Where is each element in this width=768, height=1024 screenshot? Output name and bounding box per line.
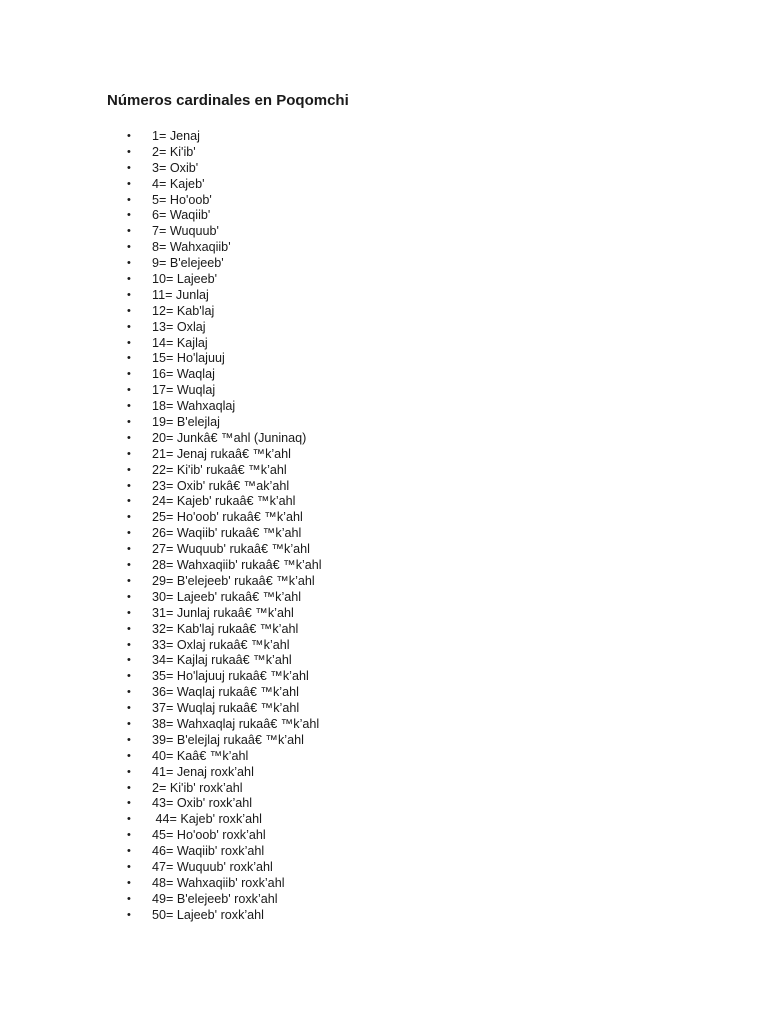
bullet-icon: • xyxy=(127,813,131,826)
list-item-text: 46= Waqiib' roxk’ahl xyxy=(152,844,265,859)
list-item-text: 50= Lajeeb' roxk’ahl xyxy=(152,907,264,922)
list-item-text: 7= Wuquub' xyxy=(152,224,219,239)
bullet-icon: • xyxy=(127,845,131,858)
list-item-text: 29= B'elejeeb' rukaâ€ ™k’ahl xyxy=(152,573,315,588)
bullet-icon: • xyxy=(127,574,131,587)
list-item-text: 43= Oxib' roxk’ahl xyxy=(152,796,253,811)
bullet-icon: • xyxy=(127,511,131,524)
bullet-icon: • xyxy=(127,797,131,810)
list-item-text: 13= Oxlaj xyxy=(152,319,206,334)
bullet-icon: • xyxy=(127,431,131,444)
list-item-text: 5= Ho'oob' xyxy=(152,192,212,207)
list-item-text: 22= Ki'ib' rukaâ€ ™k’ahl xyxy=(152,462,287,477)
bullet-icon: • xyxy=(127,638,131,651)
bullet-icon: • xyxy=(127,241,131,254)
list-item-text: 2= Ki'ib' xyxy=(152,144,196,159)
bullet-icon: • xyxy=(127,908,131,921)
list-item-text: 4= Kajeb' xyxy=(152,176,205,191)
bullet-icon: • xyxy=(127,352,131,365)
list-item-text: 30= Lajeeb' rukaâ€ ™k’ahl xyxy=(152,589,302,604)
bullet-icon: • xyxy=(127,336,131,349)
bullet-icon: • xyxy=(127,590,131,603)
list-item-text: 45= Ho'oob' roxk’ahl xyxy=(152,828,266,843)
list-item-text: 24= Kajeb' rukaâ€ ™k’ahl xyxy=(152,494,296,509)
bullet-icon: • xyxy=(127,273,131,286)
bullet-icon: • xyxy=(127,749,131,762)
bullet-icon: • xyxy=(127,717,131,730)
list-item-text: 8= Wahxaqiib' xyxy=(152,240,231,255)
bullet-icon: • xyxy=(127,670,131,683)
bullet-icon: • xyxy=(127,654,131,667)
bullet-icon: • xyxy=(127,892,131,905)
list-item-text: 26= Waqiib' rukaâ€ ™k’ahl xyxy=(152,526,302,541)
list-item-text: 28= Wahxaqiib' rukaâ€ ™k’ahl xyxy=(152,558,322,573)
bullet-icon: • xyxy=(127,733,131,746)
bullet-icon: • xyxy=(127,829,131,842)
list-item-text: 31= Junlaj rukaâ€ ™k’ahl xyxy=(152,605,294,620)
list-item-text: 6= Waqiib' xyxy=(152,208,211,223)
list-item-text: 49= B'elejeeb' roxk’ahl xyxy=(152,891,278,906)
list-item-text: 41= Jenaj roxk’ahl xyxy=(152,764,254,779)
list-item-text: 3= Oxib' xyxy=(152,160,199,175)
list-item-text: 23= Oxib' rukâ€ ™ak’ahl xyxy=(152,478,290,493)
list-item-text: 35= Ho'lajuuj rukaâ€ ™k’ahl xyxy=(152,669,309,684)
bullet-icon: • xyxy=(127,320,131,333)
list-item-text: 18= Wahxaqlaj xyxy=(152,399,236,414)
bullet-icon: • xyxy=(127,145,131,158)
list-item-text: 15= Ho'lajuuj xyxy=(152,351,225,366)
bullet-icon: • xyxy=(127,765,131,778)
bullet-icon: • xyxy=(127,860,131,873)
bullet-icon: • xyxy=(127,559,131,572)
bullet-icon: • xyxy=(127,622,131,635)
list-item-text: 16= Waqlaj xyxy=(152,367,215,382)
bullet-icon: • xyxy=(127,368,131,381)
bullet-icon: • xyxy=(127,781,131,794)
list-item-text: 32= Kab'laj rukaâ€ ™k’ahl xyxy=(152,621,299,636)
bullet-icon: • xyxy=(127,527,131,540)
list-item-text: 39= B'elejlaj rukaâ€ ™k’ahl xyxy=(152,732,304,747)
list-item-text: 20= Junkâ€ ™ahl (Juninaq) xyxy=(152,430,307,445)
bullet-icon: • xyxy=(127,304,131,317)
bullet-icon: • xyxy=(127,177,131,190)
bullet-icon: • xyxy=(127,876,131,889)
list-item-text: 2= Ki'ib' roxk’ahl xyxy=(152,780,243,795)
bullet-icon: • xyxy=(127,606,131,619)
bullet-icon: • xyxy=(127,400,131,413)
bullet-icon: • xyxy=(127,447,131,460)
list-item-text: 19= B'elejlaj xyxy=(152,415,220,430)
list-item-text: 12= Kab'laj xyxy=(152,303,215,318)
bullet-icon: • xyxy=(127,463,131,476)
list-item-text: 47= Wuquub' roxk’ahl xyxy=(152,859,273,874)
bullet-icon: • xyxy=(127,543,131,556)
list-item-text: 40= Kaâ€ ™k’ahl xyxy=(152,748,249,763)
list-item-text: 34= Kajlaj rukaâ€ ™k’ahl xyxy=(152,653,292,668)
list-item-text: 37= Wuqlaj rukaâ€ ™k’ahl xyxy=(152,701,300,716)
bullet-icon: • xyxy=(127,384,131,397)
list-item-text: 9= B'elejeeb' xyxy=(152,256,224,271)
list-item-text: 11= Junlaj xyxy=(152,287,209,302)
list-item-text: 48= Wahxaqiib' roxk’ahl xyxy=(152,875,285,890)
list-item-text: 25= Ho'oob' rukaâ€ ™k’ahl xyxy=(152,510,303,525)
list-item-text: 44= Kajeb' roxk’ahl xyxy=(152,812,262,827)
bullet-icon: • xyxy=(127,495,131,508)
bullet-icon: • xyxy=(127,686,131,699)
bullet-icon: • xyxy=(127,225,131,238)
list-item-text: 33= Oxlaj rukaâ€ ™k’ahl xyxy=(152,637,290,652)
bullet-icon: • xyxy=(127,416,131,429)
list-item-text: 10= Lajeeb' xyxy=(152,272,218,287)
list-item-text: 36= Waqlaj rukaâ€ ™k’ahl xyxy=(152,685,299,700)
bullet-icon: • xyxy=(127,288,131,301)
bullet-icon: • xyxy=(127,130,131,142)
list-item-text: 21= Jenaj rukaâ€ ™k’ahl xyxy=(152,446,291,461)
bullet-icon: • xyxy=(127,479,131,492)
list-item-text: 17= Wuqlaj xyxy=(152,383,216,398)
bullet-icon: • xyxy=(127,702,131,715)
list-item-text: 1= Jenaj xyxy=(152,129,200,143)
list-item-text: 38= Wahxaqlaj rukaâ€ ™k’ahl xyxy=(152,716,320,731)
list-item-text: 27= Wuquub' rukaâ€ ™k’ahl xyxy=(152,542,310,557)
bullet-icon: • xyxy=(127,193,131,206)
list-item-text: 14= Kajlaj xyxy=(152,335,208,350)
document-title: Números cardinales en Poqomchi xyxy=(107,92,349,109)
bullet-icon: • xyxy=(127,161,131,174)
bullet-icon: • xyxy=(127,209,131,222)
bullet-icon: • xyxy=(127,257,131,270)
